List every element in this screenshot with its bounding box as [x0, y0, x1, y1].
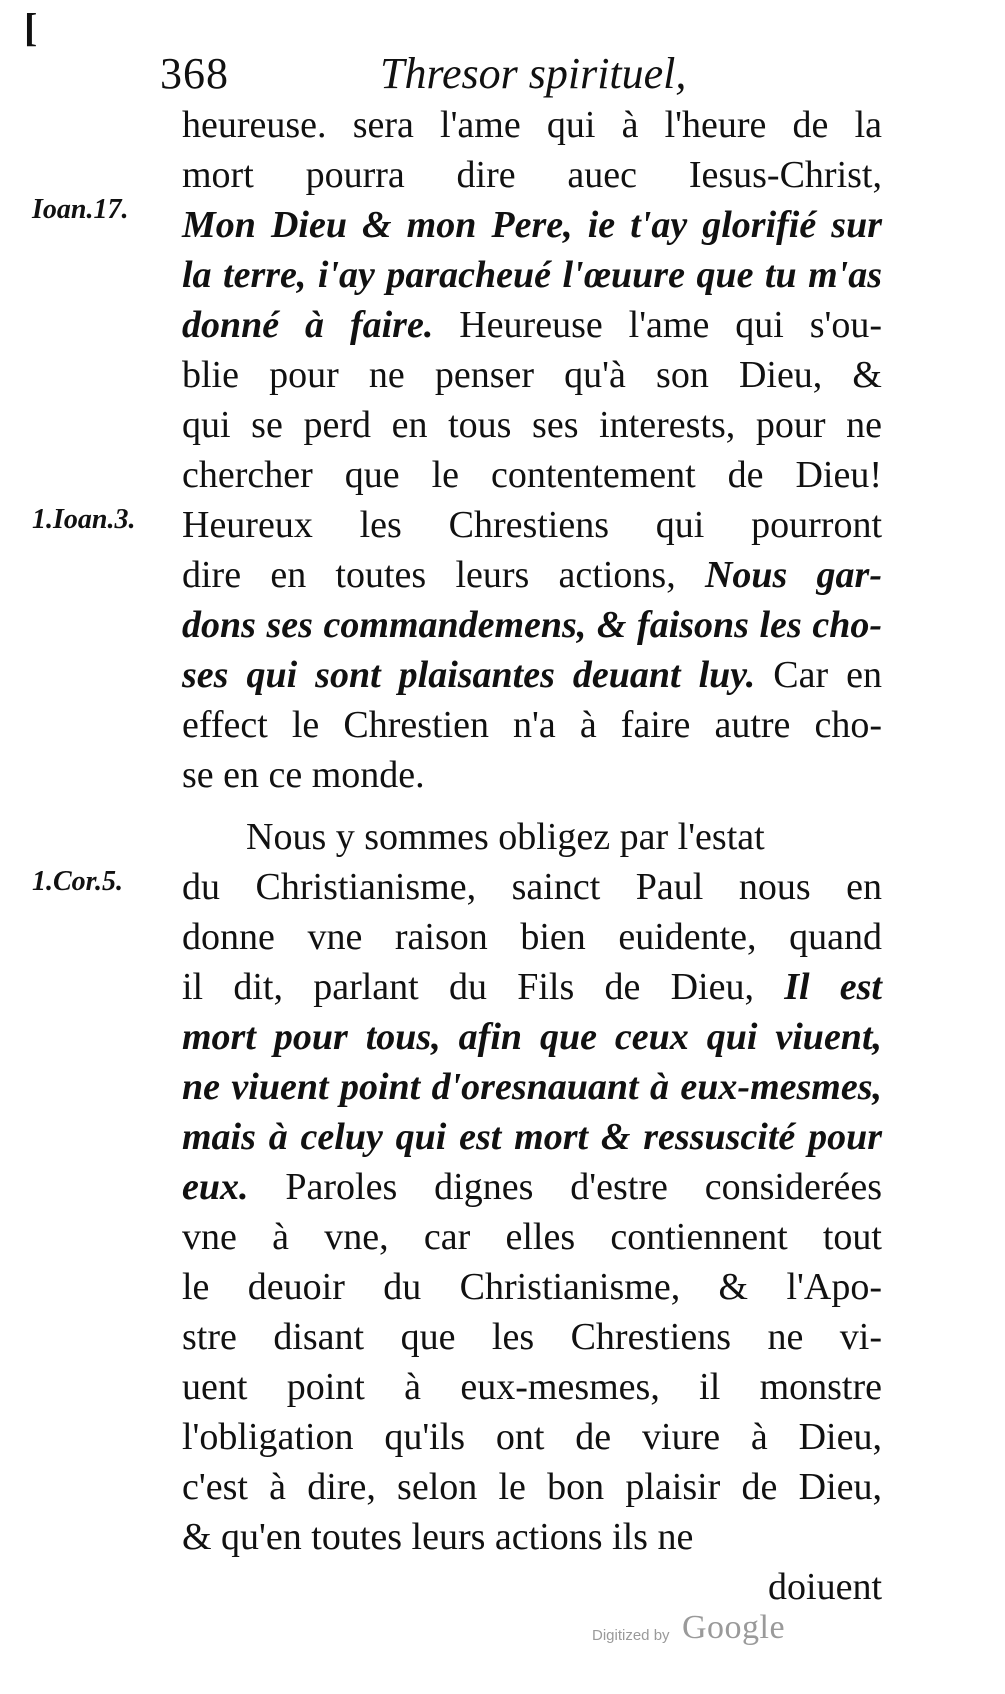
text-line — [182, 650, 882, 700]
text-segment: il dit, parlant du Fils de Dieu, — [182, 966, 785, 1008]
text-line — [182, 1112, 882, 1162]
body-text — [182, 100, 882, 1612]
text-line — [182, 400, 882, 450]
text-segment: se en ce monde. — [182, 754, 425, 796]
text-line — [182, 1012, 882, 1062]
text-segment: blie pour ne penser qu'à son Dieu, & — [182, 354, 882, 396]
italic-quotation: mort pour tous, afin que ceux qui viuent, — [182, 1016, 882, 1058]
text-segment: Nous y sommes obligez par l'estat — [246, 816, 765, 858]
text-segment: stre disant que les Chrestiens ne vi- — [182, 1316, 882, 1358]
google-logo: Google — [682, 1609, 786, 1646]
text-line — [182, 450, 882, 500]
text-line — [182, 250, 882, 300]
text-segment: c'est à dire, selon le bon plaisir de Dieu, — [182, 1466, 882, 1508]
text-segment: le deuoir du Christianisme, & l'Apo- — [182, 1266, 882, 1308]
text-segment: l'obligation qu'ils ont de viure à Dieu, — [182, 1416, 882, 1458]
text-line — [182, 1362, 882, 1412]
text-segment: Car en — [755, 654, 883, 696]
margin-note-ioan-17: Ioan.17. — [32, 194, 129, 225]
text-segment: mort pourra dire auec Iesus-Christ, — [182, 154, 882, 196]
text-line — [182, 1162, 882, 1212]
page-number: 368 — [160, 49, 229, 98]
text-segment: donne vne raison bien euidente, quand — [182, 916, 882, 958]
text-line — [182, 500, 882, 550]
text-line — [182, 550, 882, 600]
digitized-by-google-watermark — [580, 1605, 820, 1655]
corner-bracket-mark: [ — [24, 5, 38, 50]
italic-quotation: eux. — [182, 1166, 249, 1208]
text-segment: Heureux les Chrestiens qui pourront — [182, 504, 882, 546]
text-segment: qui se perd en tous ses interests, pour ne — [182, 404, 882, 446]
text-segment: vne à vne, car elles contiennent tout — [182, 1216, 882, 1258]
italic-quotation: Nous gar- — [704, 554, 883, 596]
text-line — [182, 300, 882, 350]
text-line — [182, 1212, 882, 1262]
italic-quotation: ne viuent point d'oresnauant à eux-mesmes, — [182, 1066, 882, 1108]
text-line — [182, 600, 882, 650]
page-header — [142, 44, 712, 104]
text-line — [182, 1512, 882, 1562]
text-line — [182, 962, 882, 1012]
italic-quotation: ses qui sont plaisantes deuant luy. — [182, 654, 756, 696]
text-segment: dire en toutes leurs actions, — [182, 554, 705, 596]
text-line — [182, 1062, 882, 1112]
italic-quotation: la terre, i'ay paracheué l'œuure que tu m'as — [182, 254, 882, 296]
text-segment: du Christianisme, sainct Paul nous en — [182, 866, 882, 908]
text-segment: doiuent — [768, 1566, 882, 1608]
text-segment: effect le Chrestien n'a à faire autre cho- — [182, 704, 882, 746]
text-line — [182, 200, 882, 250]
margin-note-1-ioan-3: 1.Ioan.3. — [32, 504, 136, 535]
text-line — [182, 1412, 882, 1462]
text-line — [182, 700, 882, 750]
text-line — [182, 1462, 882, 1512]
text-line — [182, 350, 882, 400]
text-line — [182, 912, 882, 962]
italic-quotation: mais à celuy qui est mort & ressuscité pour — [182, 1116, 882, 1158]
text-segment: Heureuse l'ame qui s'ou- — [433, 304, 882, 346]
running-title: Thresor spirituel, — [380, 49, 687, 98]
text-line — [182, 812, 882, 862]
italic-quotation: Mon Dieu & mon Pere, ie t'ay glorifié sur — [182, 204, 882, 246]
italic-quotation: dons ses commandemens, & faisons les cho- — [182, 604, 882, 646]
italic-quotation: Il est — [784, 966, 882, 1008]
watermark-caption: Digitized by — [592, 1627, 670, 1644]
text-line — [182, 100, 882, 150]
text-line — [182, 1312, 882, 1362]
text-line — [182, 750, 882, 800]
italic-quotation: donné à faire. — [182, 304, 434, 346]
text-segment: chercher que le contentement de Dieu! — [182, 454, 882, 496]
text-segment: Paroles dignes d'estre considerées — [248, 1166, 882, 1208]
text-segment: heureuse. sera l'ame qui à l'heure de la — [182, 104, 882, 146]
text-line — [182, 1262, 882, 1312]
text-segment: uent point à eux-mesmes, il monstre — [182, 1366, 882, 1408]
margin-note-1-cor-5: 1.Cor.5. — [32, 866, 124, 897]
text-line — [182, 862, 882, 912]
text-segment: & qu'en toutes leurs actions ils ne — [182, 1516, 694, 1558]
text-line — [182, 150, 882, 200]
